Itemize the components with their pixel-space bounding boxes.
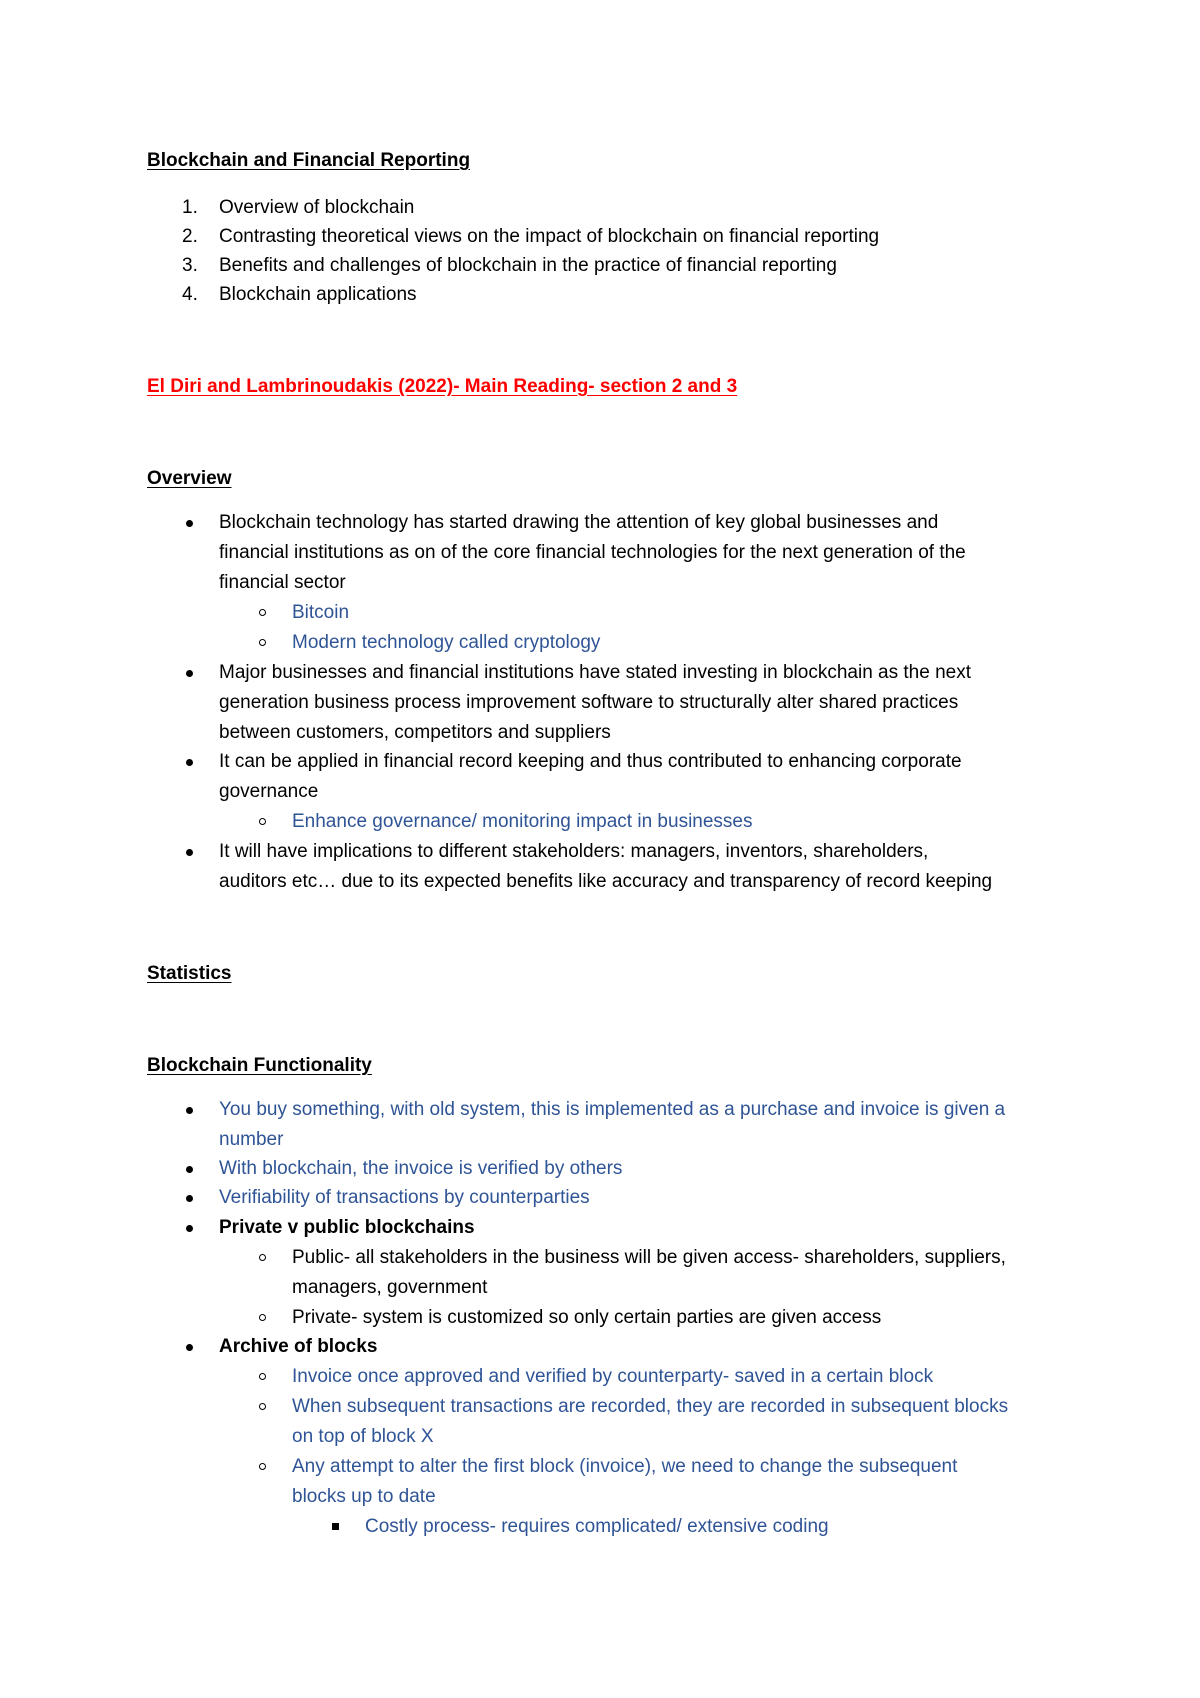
tertiary-list-item: Costly process- requires complicated/ extensive coding (365, 1516, 829, 1537)
list-number: 3. (182, 255, 198, 276)
list-item: It will have implications to different stakeholders: managers, inventors, shareholders, (219, 841, 929, 862)
section-heading-statistics: Statistics (147, 963, 232, 984)
document-title: Blockchain and Financial Reporting (147, 150, 471, 171)
sub-list-item-continuation: blocks up to date (292, 1486, 436, 1507)
sub-list-item: Private- system is customized so only certain parties are given access (292, 1307, 882, 1328)
bullet-icon (186, 520, 193, 527)
sub-bullet-icon (259, 1373, 266, 1380)
list-number: 4. (182, 284, 198, 305)
bullet-icon (186, 1344, 193, 1351)
list-number: 1. (182, 197, 198, 218)
bullet-icon (186, 670, 193, 677)
sub-bullet-icon (259, 1403, 266, 1410)
bullet-icon (186, 1195, 193, 1202)
sub-bullet-icon (259, 1314, 266, 1321)
sub-list-item: Invoice once approved and verified by counterparty- saved in a certain block (292, 1366, 934, 1387)
bullet-icon (186, 759, 193, 766)
list-item: Blockchain applications (219, 284, 417, 305)
list-item: Private v public blockchains (219, 1217, 475, 1238)
sub-bullet-icon (259, 1463, 266, 1470)
section-heading-overview: Overview (147, 468, 232, 489)
sub-list-item: When subsequent transactions are recorded, they are recorded in subsequent blocks (292, 1396, 1009, 1417)
list-item-continuation: governance (219, 781, 319, 802)
tertiary-bullet-icon (332, 1523, 339, 1530)
sub-list-item: Public- all stakeholders in the business will be given access- shareholders, suppliers, (292, 1247, 1006, 1268)
list-item: You buy something, with old system, this is implemented as a purchase and invoice is given a (219, 1099, 1006, 1120)
bullet-icon (186, 1225, 193, 1232)
sub-list-item-continuation: on top of block X (292, 1426, 434, 1447)
list-item: Verifiability of transactions by counterparties (219, 1187, 590, 1208)
sub-bullet-icon (259, 818, 266, 825)
bullet-icon (186, 849, 193, 856)
list-item-continuation: financial sector (219, 572, 346, 593)
sub-bullet-icon (259, 1254, 266, 1261)
sub-bullet-icon (259, 639, 266, 646)
sub-bullet-icon (259, 609, 266, 616)
sub-list-item: Any attempt to alter the first block (invoice), we need to change the subsequent (292, 1456, 958, 1477)
list-item-continuation: number (219, 1129, 284, 1150)
list-item: Archive of blocks (219, 1336, 378, 1357)
bullet-icon (186, 1166, 193, 1173)
list-item-continuation: between customers, competitors and suppliers (219, 722, 611, 743)
section-heading-functionality: Blockchain Functionality (147, 1055, 372, 1076)
list-item-continuation: financial institutions as on of the core financial technologies for the next generation of the (219, 542, 966, 563)
list-item: Contrasting theoretical views on the impact of blockchain on financial reporting (219, 226, 880, 247)
list-item: Major businesses and financial institutions have stated investing in blockchain as the next (219, 662, 971, 683)
sub-list-item-continuation: managers, government (292, 1277, 488, 1298)
list-item: With blockchain, the invoice is verified by others (219, 1158, 623, 1179)
list-item-continuation: auditors etc… due to its expected benefits like accuracy and transparency of record keeping (219, 871, 993, 892)
list-item: Overview of blockchain (219, 197, 415, 218)
list-item: Benefits and challenges of blockchain in the practice of financial reporting (219, 255, 837, 276)
list-item: Blockchain technology has started drawing the attention of key global businesses and (219, 512, 939, 533)
sub-list-item: Enhance governance/ monitoring impact in businesses (292, 811, 753, 832)
sub-list-item: Modern technology called cryptology (292, 632, 601, 653)
list-number: 2. (182, 226, 198, 247)
reading-reference: El Diri and Lambrinoudakis (2022)- Main Reading- section 2 and 3 (147, 376, 738, 397)
list-item-continuation: generation business process improvement software to structurally alter shared practices (219, 692, 959, 713)
bullet-icon (186, 1107, 193, 1114)
list-item: It can be applied in financial record keeping and thus contributed to enhancing corporate (219, 751, 962, 772)
sub-list-item: Bitcoin (292, 602, 350, 623)
